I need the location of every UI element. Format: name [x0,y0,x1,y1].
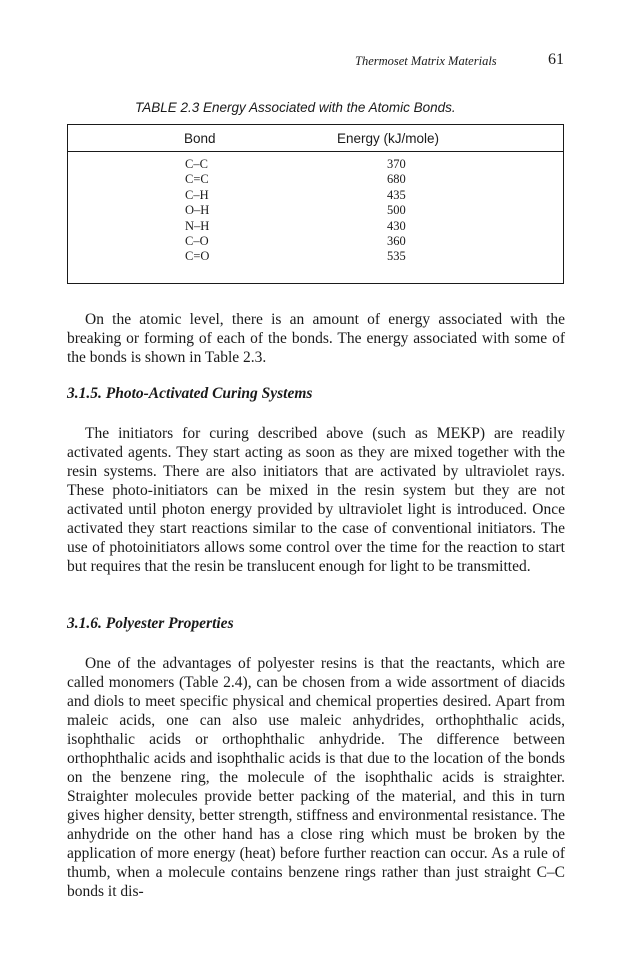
table-row [68,219,563,234]
table-body [68,157,563,265]
paragraph-photo-block [67,424,565,576]
table-header-row [68,125,563,152]
cell-bond: C=C [185,172,209,187]
table-row [68,188,563,203]
cell-energy: 500 [387,203,406,218]
paragraph-intro-block [67,310,565,367]
page-number: 61 [548,51,564,68]
paragraph-polyester-block [67,654,565,901]
cell-energy: 435 [387,187,406,202]
cell-bond: O–H [185,203,210,218]
table-row [68,249,563,264]
cell-energy: 680 [387,172,406,187]
cell-bond: N–H [185,218,210,233]
table-row [68,172,563,187]
table-caption: TABLE 2.3 Energy Associated with the Atomic Bonds. [135,100,456,115]
cell-bond: C=O [185,249,210,264]
table-row [68,157,563,172]
column-header-energy: Energy (kJ/mole) [337,131,440,146]
running-head-title: Thermoset Matrix Materials [355,54,497,68]
section-heading-photo-activated: 3.1.5. Photo-Activated Curing Systems [67,385,313,402]
cell-bond: C–O [185,233,209,248]
cell-bond: C–H [185,187,209,202]
cell-energy: 370 [387,157,406,171]
bond-energy-table [67,124,564,284]
paragraph-bond-energy: On the atomic level, there is an amount of energy associated with the breaking or forming of each of the bonds. The energy associated with some of the bonds is shown in Table 2.3. [67,311,565,366]
column-header-bond: Bond [184,131,216,146]
cell-energy: 535 [387,249,406,264]
table-row [68,234,563,249]
cell-energy: 430 [387,218,406,233]
cell-energy: 360 [387,233,406,248]
paragraph-polyester-properties: One of the advantages of polyester resins is that the reactants, which are called monomers (Table 2.4), can be chosen from a wide assortment of diacids and diols to meet specific physical and chemical properties desired. Apart from maleic acids, one can also use maleic anhydrides, orthophthalic acids, isophthalic acids or orthophthalic anhydride. The difference between orthophthalic acids and isophthalic acids is that due to the location of the bonds on the benzene ring, the molecule of the isophthalic acids is straighter. Straighter molecules provide better packing of the material, and this in turn gives higher density, better strength, stiffness and environmental resistance. The anhydride on the other hand has a close ring which must be broken by the application of more energy (heat) before further reaction can occur. As a rule of thumb, when a molecule contains benzene rings rather than just straight C–C bonds it dis- [67,655,565,900]
section-heading-polyester: 3.1.6. Polyester Properties [67,615,234,632]
paragraph-photo-initiators: The initiators for curing described above (such as MEKP) are readily activated agents. They start acting as soon as they are mixed together with the resin systems. There are also initiators that are activated by ultraviolet rays. These photo-initiators can be mixed in the resin system but they are not activated until photon energy provided by ultraviolet light is introduced. Once activated they start reactions similar to the case of conventional initiators. The use of photoinitiators allows some control over the time for the reaction to start but requires that the resin be translucent enough for light to be transmitted. [67,425,565,575]
cell-bond: C–C [185,157,208,171]
table-row [68,203,563,218]
